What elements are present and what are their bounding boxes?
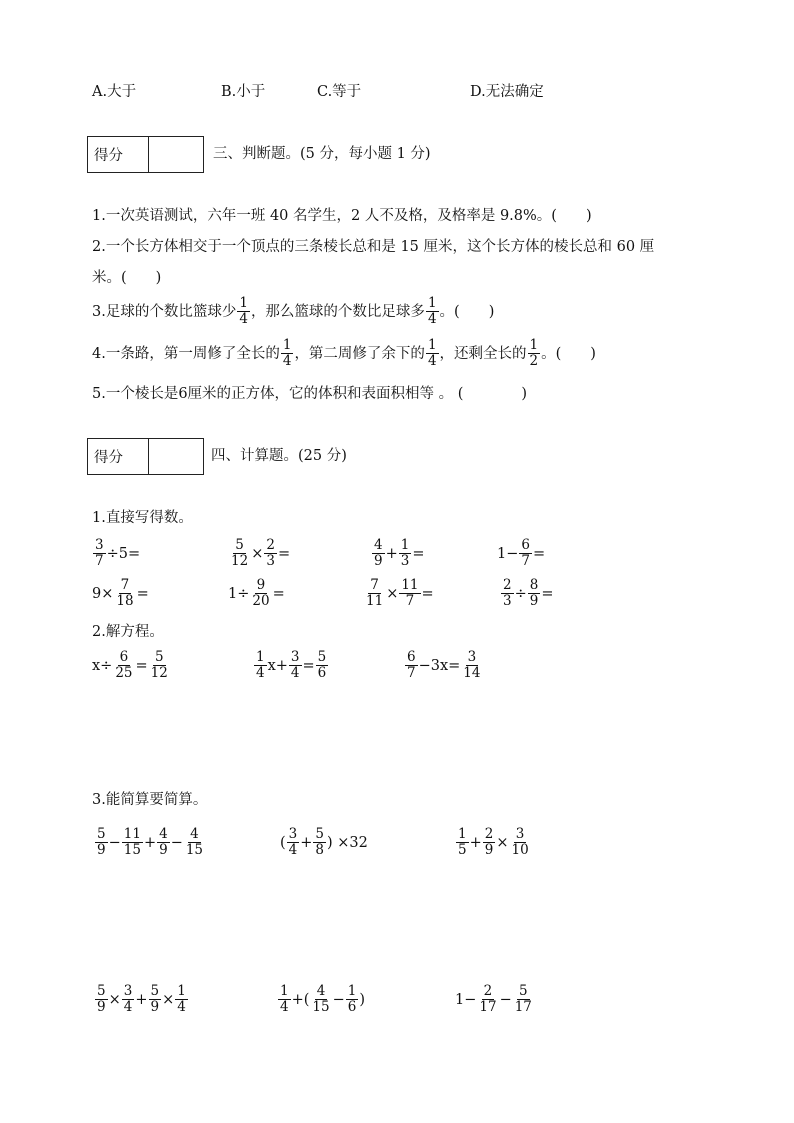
simplify-expr: $\frac{5}{9}$ − $\frac{11}{15}$ + $\frac{4}{9}$ − $\frac{4}{15}$ xyxy=(97,826,204,858)
q3-text-3: 。( ) xyxy=(439,303,495,320)
choice-b: B.小于 xyxy=(221,84,266,100)
choice-c: C.等于 xyxy=(317,84,362,100)
fraction: $\frac{1}{4}$ xyxy=(427,295,437,327)
equation: x÷ $\frac{6}{25}$ = $\frac{5}{12}$ xyxy=(92,649,168,681)
fraction: $\frac{1}{2}$ xyxy=(529,337,539,369)
simplify-expr: $\frac{5}{9}$ × $\frac{3}{4}$ + $\frac{5}{9}$ × $\frac{1}{4}$ xyxy=(97,983,186,1015)
equation: $\frac{6}{7}$ −3x= $\frac{3}{14}$ xyxy=(407,649,481,681)
score-label: 得分 xyxy=(88,439,149,474)
part2-title: 2.解方程。 xyxy=(92,624,164,640)
calc-expr: $\frac{2}{3}$ ÷ $\frac{8}{9}$ = xyxy=(503,577,554,609)
calc-expr: 9× $\frac{7}{18}$ = xyxy=(92,577,149,609)
score-value-cell[interactable] xyxy=(149,439,203,474)
simplify-expr: $\frac{1}{5}$ + $\frac{2}{9}$ × $\frac{3}{10}$ xyxy=(458,826,529,858)
judge-q5: 5.一个棱长是6厘米的正方体，它的体积和表面积相等 。 ( ) xyxy=(92,386,528,402)
judge-q4 xyxy=(92,338,596,369)
simplify-expr: 1− $\frac{2}{17}$ − $\frac{5}{17}$ xyxy=(455,983,532,1015)
judge-q3 xyxy=(92,296,494,327)
choice-a: A.大于 xyxy=(92,84,137,100)
score-value-cell[interactable] xyxy=(149,137,203,172)
fraction: $\frac{1}{4}$ xyxy=(427,337,437,369)
calc-expr: 1÷ $\frac{9}{20}$ = xyxy=(228,577,285,609)
calc-expr: $\frac{7}{11}$ × $\frac{11}{7}$ = xyxy=(366,577,434,609)
equation: $\frac{1}{4}$ x+ $\frac{3}{4}$ = $\frac{5}{6}$ xyxy=(256,649,327,681)
simplify-expr: ( $\frac{3}{4}$ + $\frac{5}{8}$ ) ×32 xyxy=(280,826,368,858)
calc-expr: $\frac{5}{12}$ × $\frac{2}{3}$ = xyxy=(231,537,291,569)
q4-text-2: ，第二周修了余下的 xyxy=(294,345,425,362)
fraction: $\frac{1}{4}$ xyxy=(239,295,248,327)
q4-text-4: 。( ) xyxy=(541,345,596,362)
fraction: $\frac{1}{4}$ xyxy=(282,337,292,369)
calc-expr: $\frac{3}{7}$ ÷5= xyxy=(95,537,141,569)
judge-q2-line2: 米。( ) xyxy=(92,270,162,286)
part1-title: 1.直接写得数。 xyxy=(92,510,193,526)
section4-title: 四、计算题。(25 分) xyxy=(211,448,347,464)
section3-title: 三、判断题。(5 分，每小题 1 分) xyxy=(213,146,431,162)
simplify-expr: $\frac{1}{4}$ +( $\frac{4}{15}$ − $\frac{1}{6}$ ) xyxy=(280,983,366,1015)
judge-q2-line1: 2.一个长方体相交于一个顶点的三条棱长总和是 15 厘米，这个长方体的棱长总和 60 厘 xyxy=(92,239,655,255)
choice-d: D.无法确定 xyxy=(470,84,544,100)
score-box-section4 xyxy=(87,438,204,475)
q4-text-1: 4.一条路，第一周修了全长的 xyxy=(92,345,280,362)
calc-expr: $\frac{4}{9}$ + $\frac{1}{3}$ = xyxy=(374,537,425,569)
judge-q1: 1.一次英语测试，六年一班 40 名学生，2 人不及格，及格率是 9.8%。( ) xyxy=(92,208,592,224)
q3-text-1: 3.足球的个数比篮球少 xyxy=(92,303,237,320)
part3-title: 3.能简算要简算。 xyxy=(92,792,208,808)
score-box-section3 xyxy=(87,136,204,173)
score-label: 得分 xyxy=(88,137,149,172)
calc-expr: 1− $\frac{6}{7}$ = xyxy=(497,537,546,569)
q3-text-2: ，那么篮球的个数比足球多 xyxy=(250,303,425,320)
q4-text-3: ，还剩全长的 xyxy=(439,345,527,362)
